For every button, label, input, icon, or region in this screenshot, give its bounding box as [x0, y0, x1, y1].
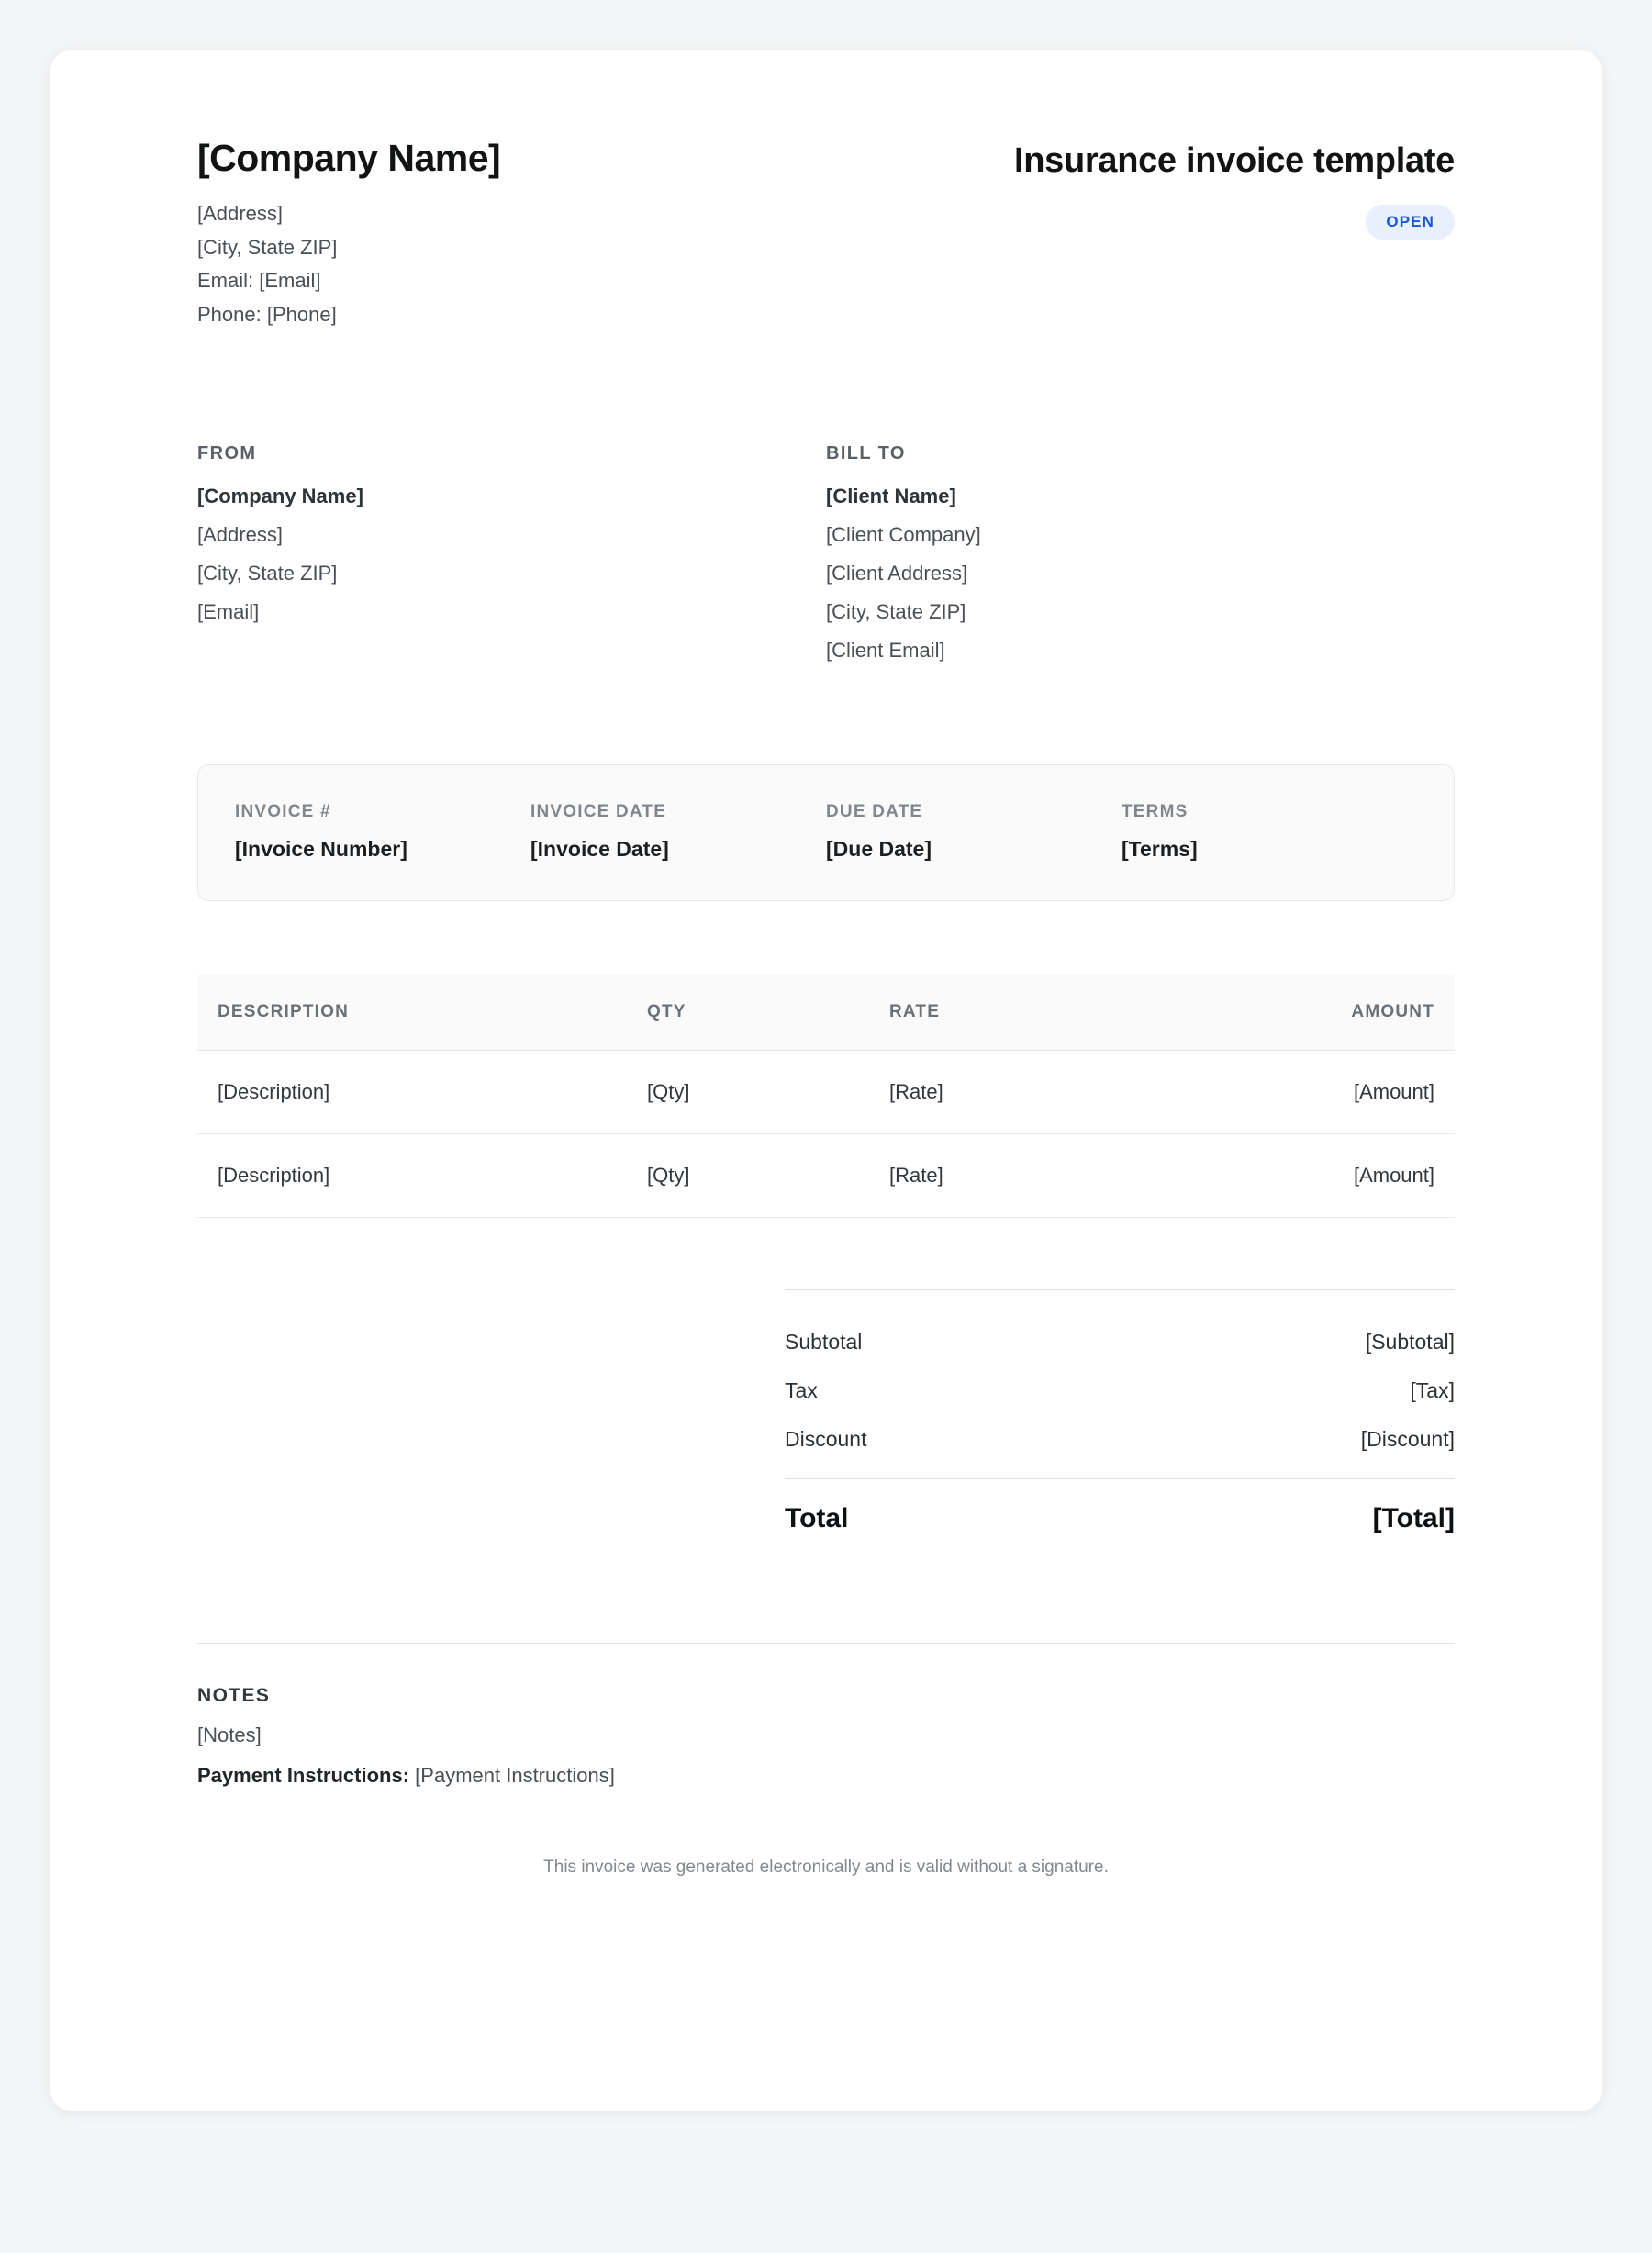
- client-company: [Client Company]: [826, 523, 981, 547]
- cell-rate: [Rate]: [869, 1051, 1148, 1134]
- total-label: Total: [785, 1503, 849, 1534]
- from-name: [Company Name]: [197, 485, 363, 508]
- tax-row: [785, 1366, 1455, 1415]
- subtotal-label: Subtotal: [785, 1330, 863, 1355]
- page-title: Insurance invoice template: [1013, 141, 1455, 180]
- notes-label: NOTES: [197, 1685, 271, 1707]
- line-items-table: [197, 975, 1455, 1218]
- company-email-line: Email: [Email]: [197, 269, 321, 293]
- client-address: [Client Address]: [826, 562, 968, 586]
- tax-value: [Tax]: [1410, 1378, 1455, 1403]
- table-header-row: [197, 975, 1455, 1051]
- invoice-header: [197, 138, 1455, 333]
- column-header-rate: RATE: [869, 975, 1148, 1051]
- grand-total-row: [785, 1479, 1455, 1546]
- table-row: [197, 1134, 1455, 1218]
- payment-instructions-label: Payment Instructions:: [197, 1764, 410, 1788]
- bill-to-label: BILL TO: [826, 443, 906, 464]
- from-label: FROM: [197, 443, 257, 464]
- meta-invoice-date-value: [Invoice Date]: [530, 837, 669, 862]
- meta-invoice-number-label: INVOICE #: [235, 802, 331, 822]
- parties-section: [197, 443, 1455, 677]
- client-name: [Client Name]: [826, 485, 956, 508]
- payment-instructions-value: [Payment Instructions]: [415, 1764, 615, 1788]
- totals-section: [197, 1289, 1455, 1546]
- bill-to-block: [826, 443, 1455, 677]
- meta-due-date-value: [Due Date]: [826, 837, 932, 862]
- notes-divider: [197, 1643, 1455, 1644]
- total-value: [Total]: [1372, 1503, 1455, 1534]
- cell-description: [Description]: [197, 1051, 627, 1134]
- meta-terms: [1122, 802, 1417, 862]
- discount-row: [785, 1415, 1455, 1464]
- discount-value: [Discount]: [1360, 1427, 1455, 1452]
- from-city: [City, State ZIP]: [197, 562, 338, 586]
- meta-due-date: [826, 802, 1122, 862]
- company-name: [Company Name]: [197, 137, 501, 179]
- meta-due-date-label: DUE DATE: [826, 802, 923, 822]
- title-block: [886, 138, 1455, 240]
- payment-instructions: [197, 1764, 1455, 1788]
- cell-amount: [Amount]: [1148, 1134, 1455, 1218]
- cell-rate: [Rate]: [869, 1134, 1148, 1218]
- from-address: [Address]: [197, 523, 283, 547]
- meta-invoice-date: [530, 802, 826, 862]
- meta-invoice-number-value: [Invoice Number]: [235, 837, 407, 862]
- column-header-qty: QTY: [627, 975, 869, 1051]
- invoice-document: [50, 50, 1602, 2111]
- discount-label: Discount: [785, 1427, 867, 1452]
- cell-amount: [Amount]: [1148, 1051, 1455, 1134]
- meta-terms-label: TERMS: [1122, 802, 1189, 822]
- notes-text: [Notes]: [197, 1723, 262, 1747]
- meta-invoice-number: [235, 802, 530, 862]
- column-header-amount: AMOUNT: [1148, 975, 1455, 1051]
- company-city-line: [City, State ZIP]: [197, 235, 338, 259]
- client-city: [City, State ZIP]: [826, 600, 966, 624]
- client-email: [Client Email]: [826, 639, 945, 663]
- status-badge: OPEN: [1366, 205, 1455, 240]
- invoice-meta-bar: [197, 764, 1455, 901]
- column-header-description: DESCRIPTION: [197, 975, 627, 1051]
- subtotal-row: [785, 1318, 1455, 1366]
- cell-qty: [Qty]: [627, 1051, 869, 1134]
- cell-qty: [Qty]: [627, 1134, 869, 1218]
- company-phone-line: Phone: [Phone]: [197, 302, 337, 326]
- cell-description: [Description]: [197, 1134, 627, 1218]
- company-address-line: [Address]: [197, 202, 283, 226]
- meta-invoice-date-label: INVOICE DATE: [530, 802, 667, 822]
- subtotal-value: [Subtotal]: [1365, 1330, 1455, 1355]
- table-row: [197, 1051, 1455, 1134]
- footer-note: This invoice was generated electronically and is valid without a signature.: [543, 1857, 1109, 1878]
- from-block: [197, 443, 826, 677]
- meta-terms-value: [Terms]: [1122, 837, 1198, 862]
- from-email: [Email]: [197, 600, 260, 624]
- company-block: [197, 138, 500, 333]
- tax-label: Tax: [785, 1378, 818, 1403]
- notes-section: [197, 1685, 1455, 1788]
